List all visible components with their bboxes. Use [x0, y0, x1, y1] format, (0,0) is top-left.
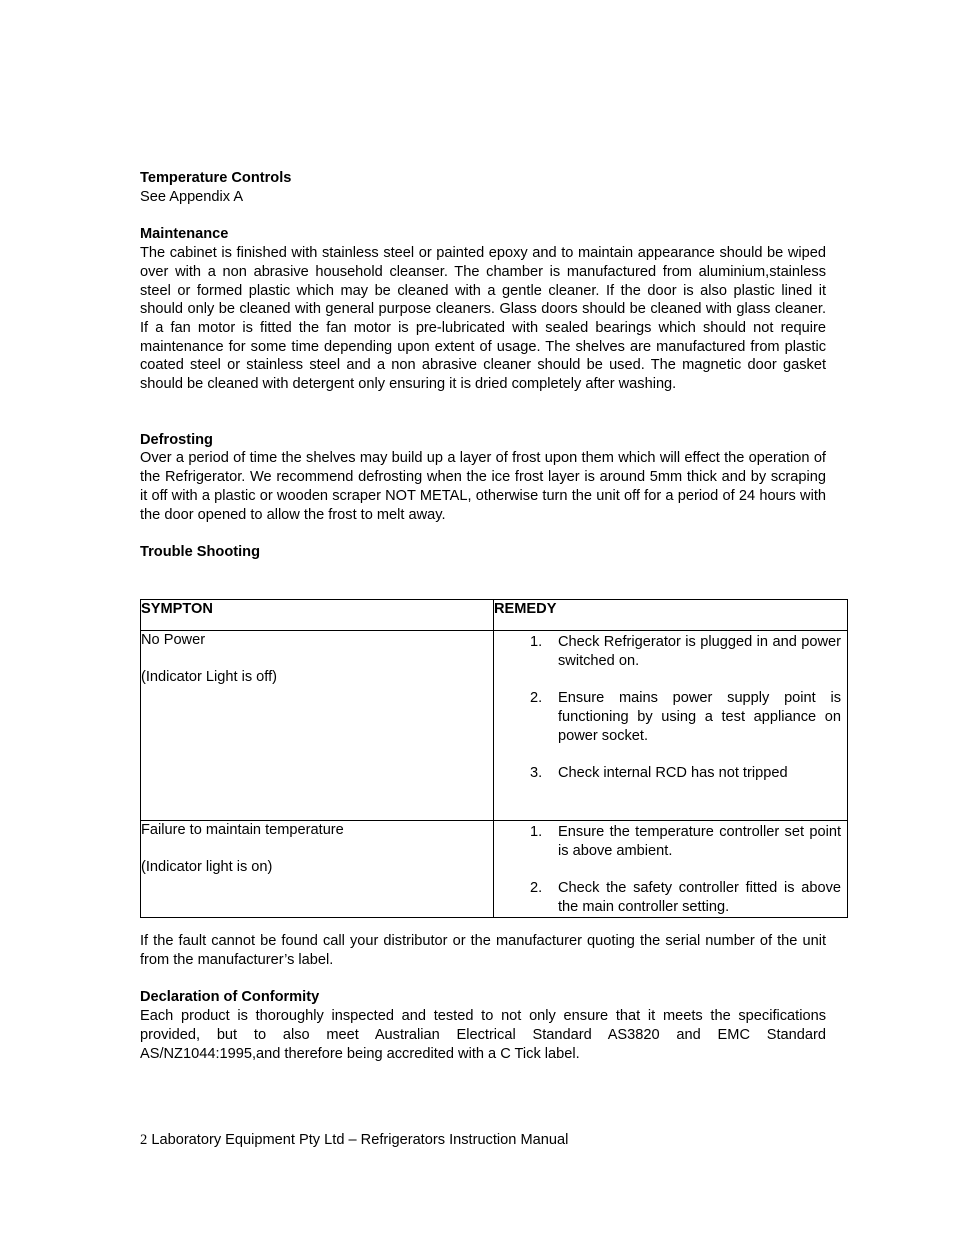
remedy-text: Check Refrigerator is plugged in and power switched on.: [558, 634, 841, 669]
heading-declaration: Declaration of Conformity: [140, 989, 320, 1006]
remedy-text: Ensure mains power supply point is functioning by using a test appliance on power socket.: [558, 690, 841, 744]
declaration-text: Each product is thoroughly inspected and tested to not only ensure that it meets the specifications provided, but to also meet Australian Electrical Standard AS3820 and EMC Standard AS/NZ1044:1995,and therefore being accredited with a C Tick label.: [140, 1008, 826, 1062]
trouble-shooting-table: [140, 599, 848, 918]
symptom-note: (Indicator light is on): [141, 859, 273, 876]
document-body: [140, 169, 826, 562]
symptom-text: Failure to maintain temperature: [141, 822, 344, 838]
list-item: [494, 823, 847, 860]
table-row: [141, 631, 848, 821]
symptom-cell: [141, 821, 494, 918]
header-symptom: SYMPTON: [141, 600, 494, 631]
table-row: [141, 821, 848, 918]
remedy-list: [494, 633, 847, 783]
page-footer: [140, 1131, 568, 1150]
remedy-text: Check internal RCD has not tripped: [558, 764, 788, 781]
table-header-row: [141, 600, 848, 631]
list-item: [494, 764, 847, 783]
footer-text: Laboratory Equipment Pty Ltd – Refrigerators Instruction Manual: [151, 1132, 569, 1148]
closing-sections: [140, 932, 826, 1063]
remedy-text: Check the safety controller fitted is above the main controller setting.: [558, 880, 841, 915]
maintenance-text: The cabinet is finished with stainless steel or painted epoxy and to maintain appearance should be wiped over with a non abrasive household cleanser. The chamber is manufactured from aluminium,stainless steel or formed plastic which may be cleaned with a gentle cleaner. If the door is also plastic lined it should only be cleaned with general purpose cleaners. Glass doors should be cleaned with glass cleaner. If a fan motor is fitted the fan motor is pre-lubricated with sealed bearings which should not require maintenance for some time depending upon extent of usage. The shelves are manufactured from plastic coated steel or stainless steel and a non abrasive cleaner should be used. The magnetic door gasket should be cleaned with detergent only ensuring it is dried completely after washing.: [140, 245, 826, 393]
heading-defrosting: Defrosting: [140, 431, 213, 448]
list-number: 2.: [530, 690, 543, 707]
fault-contact-text: If the fault cannot be found call your distributor or the manufacturer quoting the serial number of the unit from the manufacturer’s label.: [140, 933, 826, 968]
remedy-cell: [494, 821, 848, 918]
page-number: 2: [140, 1132, 148, 1148]
list-item: [494, 633, 847, 670]
heading-temperature-controls: Temperature Controls: [140, 170, 292, 186]
symptom-cell: [141, 631, 494, 821]
defrosting-text: Over a period of time the shelves may build up a layer of frost upon them which will effect the operation of the Refrigerator. We recommend defrosting when the ice frost layer is around 5mm thick and by scraping it off with a plastic or wooden scraper NOT METAL, otherwise turn the unit off for a period of 24 hours with the door opened to allow the frost to melt away.: [140, 450, 826, 523]
list-number: 2.: [530, 880, 543, 897]
remedy-list: [494, 823, 847, 917]
list-number: 1.: [530, 634, 543, 650]
list-item: [494, 689, 847, 745]
list-number: 3.: [530, 764, 543, 781]
symptom-note: (Indicator Light is off): [141, 669, 278, 686]
heading-trouble-shooting: Trouble Shooting: [140, 544, 260, 561]
temperature-controls-text: See Appendix A: [140, 188, 244, 205]
heading-maintenance: Maintenance: [140, 226, 229, 243]
symptom-text: No Power: [141, 632, 206, 648]
list-item: [494, 879, 847, 916]
remedy-cell: [494, 631, 848, 821]
remedy-text: Ensure the temperature controller set point is above ambient.: [558, 824, 841, 859]
header-remedy: REMEDY: [494, 600, 848, 631]
list-number: 1.: [530, 824, 543, 840]
